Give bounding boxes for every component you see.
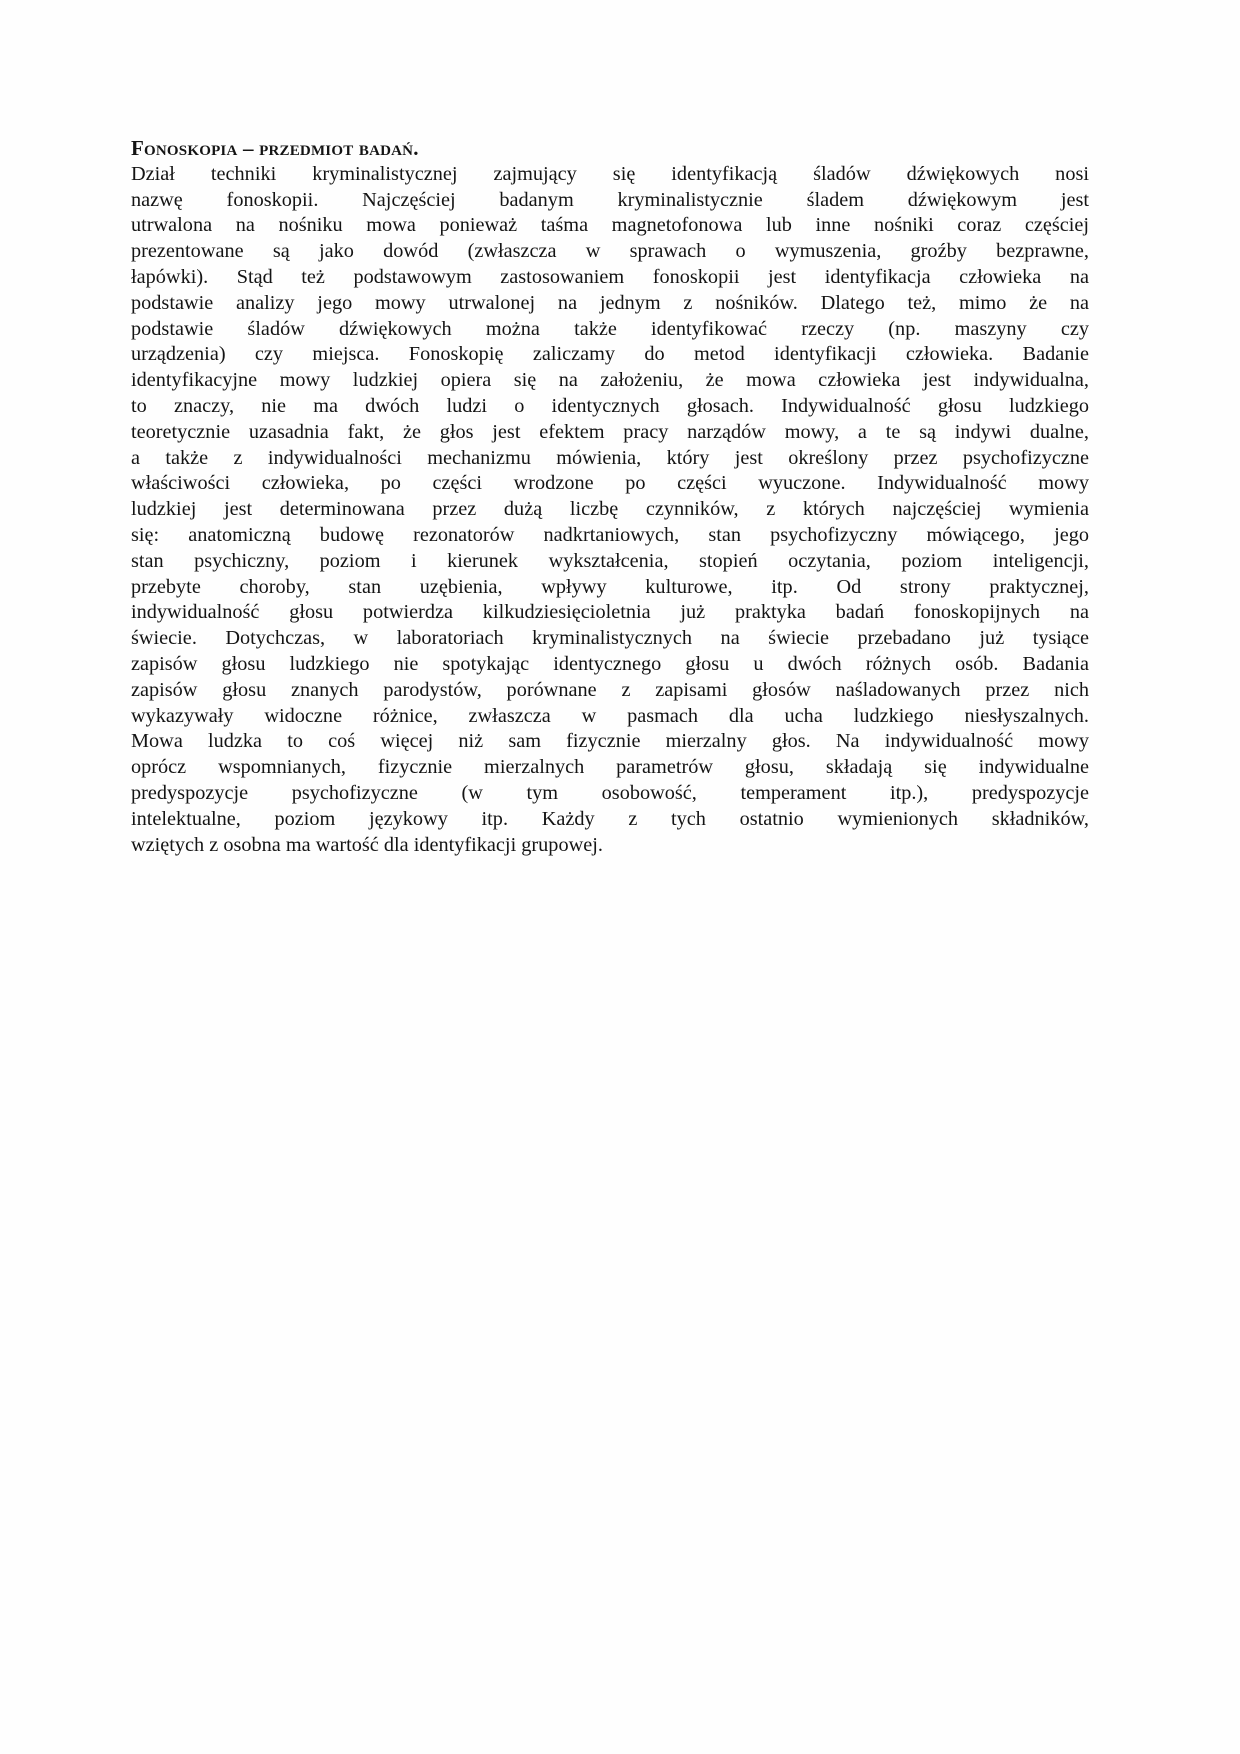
text-line: oprócz wspomnianych, fizycznie mierzalnych parametrów głosu, składają się indywidualne — [131, 756, 1089, 779]
text-line: nazwę fonoskopii. Najczęściej badanym kryminalistycznie śladem dźwiękowym jest — [131, 188, 1089, 211]
text-line: to znaczy, nie ma dwóch ludzi o identycznych głosach. Indywidualność głosu ludzkiego — [131, 394, 1089, 417]
text-line: utrwalona na nośniku mowa ponieważ taśma magnetofonowa lub inne nośniki coraz częściej — [131, 214, 1089, 237]
text-line: Dział techniki kryminalistycznej zajmujący się identyfikacją śladów dźwiękowych nosi — [131, 162, 1089, 185]
text-line: wziętych z osobna ma wartość dla identyfikacji grupowej. — [131, 833, 603, 856]
text-line: ludzkiej jest determinowana przez dużą liczbę czynników, z których najczęściej wymienia — [131, 498, 1089, 521]
text-line: łapówki). Stąd też podstawowym zastosowaniem fonoskopii jest identyfikacja człowieka na — [131, 265, 1089, 288]
text-line: zapisów głosu ludzkiego nie spotykając identycznego głosu u dwóch różnych osób. Badania — [131, 652, 1089, 675]
text-line: się: anatomiczną budowę rezonatorów nadkrtaniowych, stan psychofizyczny mówiącego, jego — [131, 523, 1089, 546]
text-line: Mowa ludzka to coś więcej niż sam fizycznie mierzalny głos. Na indywidualność mowy — [131, 730, 1089, 753]
text-line: predyspozycje psychofizyczne (w tym osobowość, temperament itp.), predyspozycje — [131, 781, 1089, 804]
text-line: stan psychiczny, poziom i kierunek wykształcenia, stopień oczytania, poziom inteligencji, — [131, 549, 1089, 572]
text-line: teoretycznie uzasadnia fakt, że głos jest efektem pracy narządów mowy, a te są indywi dualne, — [131, 420, 1089, 443]
text-line: podstawie analizy jego mowy utrwalonej na jednym z nośników. Dlatego też, mimo że na — [131, 291, 1089, 314]
text-line: prezentowane są jako dowód (zwłaszcza w sprawach o wymuszenia, groźby bezprawne, — [131, 240, 1089, 263]
text-line: podstawie śladów dźwiękowych można także identyfikować rzeczy (np. maszyny czy — [131, 317, 1089, 340]
document-text-block — [131, 136, 1089, 858]
text-line: urządzenia) czy miejsca. Fonoskopię zaliczamy do metod identyfikacji człowieka. Badanie — [131, 343, 1089, 366]
text-line: właściwości człowieka, po części wrodzone po części wyuczone. Indywidualność mowy — [131, 472, 1089, 495]
text-line: świecie. Dotychczas, w laboratoriach kryminalistycznych na świecie przebadano już tysiące — [131, 627, 1089, 650]
text-line: wykazywały widoczne różnice, zwłaszcza w pasmach dla ucha ludzkiego niesłyszalnych. — [131, 704, 1089, 727]
text-line: przebyte choroby, stan uzębienia, wpływy kulturowe, itp. Od strony praktycznej, — [131, 575, 1089, 598]
text-line: a także z indywidualności mechanizmu mówienia, który jest określony przez psychofizyczne — [131, 446, 1089, 469]
text-line: intelektualne, poziom językowy itp. Każdy z tych ostatnio wymienionych składników, — [131, 807, 1089, 830]
document-title: Fonoskopia – przedmiot badań. — [131, 136, 419, 160]
text-line: identyfikacyjne mowy ludzkiej opiera się na założeniu, że mowa człowieka jest indywidualna, — [131, 369, 1089, 392]
text-line: zapisów głosu znanych parodystów, porównane z zapisami głosów naśladowanych przez nich — [131, 678, 1089, 701]
document-paragraph — [131, 162, 1089, 859]
text-line: indywidualność głosu potwierdza kilkudziesięcioletnia już praktyka badań fonoskopijnych na — [131, 601, 1089, 624]
